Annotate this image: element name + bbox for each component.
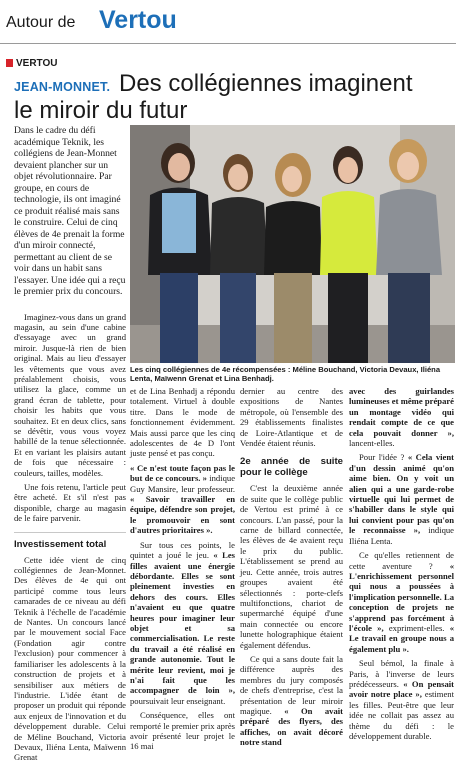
photo-illustration <box>130 125 455 363</box>
text-run: indique Iliéna Lenta. <box>349 525 454 546</box>
text-run: indique Guy Mansire, leur professeur. <box>130 473 236 494</box>
paragraph: dernier au centre des expositions de Nantes métropole, où l'ensemble des 29 établissements finalistes de Loire-Atlantique et de Vendée étaient réunis. <box>240 386 343 449</box>
paragraph <box>130 463 235 536</box>
quote: « Les filles avaient une énergie débordante. Elles se sont pleinement investies en dehors des cours. Elles n'avaient eu que quatre heures pour imaginer leur objet et sa commercialisation. Le reste du travail a été réalisé en grande autonomie. Tout le mérite leur revient, moi je n'ai fait que les accompagner de loin », <box>130 550 236 696</box>
quote: « Ce n'est toute façon pas le but de ce concours. » <box>130 462 235 484</box>
column-1 <box>14 125 126 763</box>
quote: « On avait préparé des flyers, des affiches, on avait décoré notre stand <box>240 705 343 748</box>
quote: « On pensait avoir notre place », <box>349 678 454 700</box>
text-run: Ce qui a sans doute fait la différence auprès des membres du jury composés de chefs d'entreprise, c'est la présentation de leur miroir magique. <box>240 653 343 716</box>
paragraph <box>349 550 454 654</box>
quote: « Savoir travailler en équipe, défendre son projet, le promouvoir en sont d'autres prioritaires ». <box>130 494 235 536</box>
page-header <box>0 0 456 40</box>
article-photo <box>130 125 455 363</box>
quote: « L'enrichissement personnel qui nous a poussées à l'implication personnelle. La conception de projets ne s'apprend pas forcément à l'école », <box>349 560 454 633</box>
rubric-label: VERTOU <box>16 58 58 69</box>
paragraph: Conséquence, elles ont remporté le premier prix après avoir présenté leur projet le 16 mai <box>130 710 235 752</box>
header-divider <box>0 43 456 44</box>
text-run: lancent-elles. <box>349 438 395 449</box>
quote: « Le travail en groupe nous a également plu ». <box>349 622 454 654</box>
text-run: poursuivait leur enseignant. <box>130 695 226 706</box>
paragraph <box>349 452 454 546</box>
subheading: 2e année de suite pour le collège <box>240 456 343 479</box>
headline-line-2: le miroir du futur <box>14 97 188 124</box>
subheading: Investissement total <box>14 532 126 550</box>
paragraph: C'est la deuxième année de suite que le collège public de Vertou est primé à ce concours. L'an passé, pour la carne de billard connectée, les élèves de 4e avaient reçu le prix du public. L'établissement se prend au jeu. Cette année, trois autres groupes avaient été sélectionnés : porte-clefs multifonctions, chariot de supermarché équipé d'une main connectée ou encore lunette holographique étaient également défendus. <box>240 483 343 650</box>
text-run: Pour l'idée ? <box>359 452 405 463</box>
header-city: Vertou <box>99 6 177 34</box>
paragraph <box>349 386 454 448</box>
text-run: expriment-elles. <box>388 622 445 633</box>
text-run: Ce qu'elles retiennent de cette aventure ? <box>349 550 454 571</box>
quote: avec des guirlandes lumineuses et même préparé un montage vidéo qui rendait compte de ce que cela pouvait donner », <box>349 386 454 438</box>
photo-caption: Les cinq collégiennes de 4e récompensées : Méline Bouchand, Victoria Devaux, Iliéna Lenta, Maïwenn Grenat et Lina Benhadj. <box>130 365 441 383</box>
text-run: estiment les filles. Peut-être que leur idée ne collait pas assez au thème du défi : le développement durable. <box>349 689 454 741</box>
paragraph: et de Lina Benhadj a répondu totalement. Virtuel à double titre. Dans le mode de fonctionnement évidemment. Mais aussi parce que les cinq adolescentes de 4e D l'ont juste pensé et pas conçu. <box>130 386 235 459</box>
quote: « Cela vient d'un dessin animé qu'on aime bien. On y voit un alien qui a une garde-robe virtuelle qui lui permet de s'habiller dans le style qui lui convient pour pas qu'on le reconnaisse », <box>349 452 454 536</box>
headline-line-1: Des collégiennes imaginent <box>119 70 413 97</box>
text-run: Seul bémol, la finale à Paris, à l'inverse de leurs prédécesseurs. <box>349 658 454 689</box>
column-3 <box>240 386 343 748</box>
paragraph: Imaginez-vous dans un grand magasin, au sein d'une cabine d'essayage avec un grand miroir. Jusque-là rien de bien original. Mais au lieu d'essayer les vêtements que vous avez préalablement choisis, vous utilisez la glace, comme un grand écran de tablette, pour choisir les habits que vous souhaitez. Et en deux clics, sans se dévêtir, vous vous voyez habillé de la tenue sélectionnée. Et en variant les plaisirs autant de fois que nécessaire : couleurs, tailles, modèles. <box>14 311 126 478</box>
section-rubric <box>6 58 58 69</box>
article-kicker: JEAN-MONNET. <box>14 80 111 94</box>
column-4 <box>349 386 454 741</box>
paragraph <box>240 654 343 748</box>
header-prefix: Autour de <box>6 14 76 31</box>
paragraph: Cette idée vient de cinq collégiennes de Jean-Monnet. Des élèves de 4e qui ont participé comme tous leurs camarades de ce niveau au défi Teknik à l'échelle de l'académie de Nantes. Un concours lancé par le mouvement social Face (Fondation agir contre l'exclusion) pour commencer à familiariser les adolescents à la construction de projets et à sensibiliser aux métiers de l'industrie. L'idée étant de proposer un produit qui réponde aux enjeux de l'innovation et du développement durable. Celui de Méline Bouchand, Victoria Devaux, Iliéna Lenta, Maïwenn Grenat <box>14 554 126 763</box>
rubric-marker <box>6 59 13 67</box>
paragraph: Une fois retenu, l'article peut être acheté. Et s'il n'est pas disponible, charge au magasin de le faire parvenir. <box>14 482 126 524</box>
article-headline <box>14 70 454 124</box>
article-intro: Dans le cadre du défi académique Teknik, les collégiens de Jean-Monnet devaient plancher sur un objet révolutionnaire. Par groupe, en cours de technologie, ils ont imaginé ce produit réalisé mais sans le construire. Celui de cinq élèves de 4e prenait la forme d'un miroir connecté, permettant au client de se voir dans un habit sans l'essayer. Une idée qui a reçu le premier prix du concours. <box>14 125 126 297</box>
paragraph <box>349 658 454 741</box>
column-2 <box>130 386 235 752</box>
paragraph <box>130 540 235 707</box>
text-run: Sur tous ces points, le quintet a joué le jeu. <box>130 539 235 561</box>
